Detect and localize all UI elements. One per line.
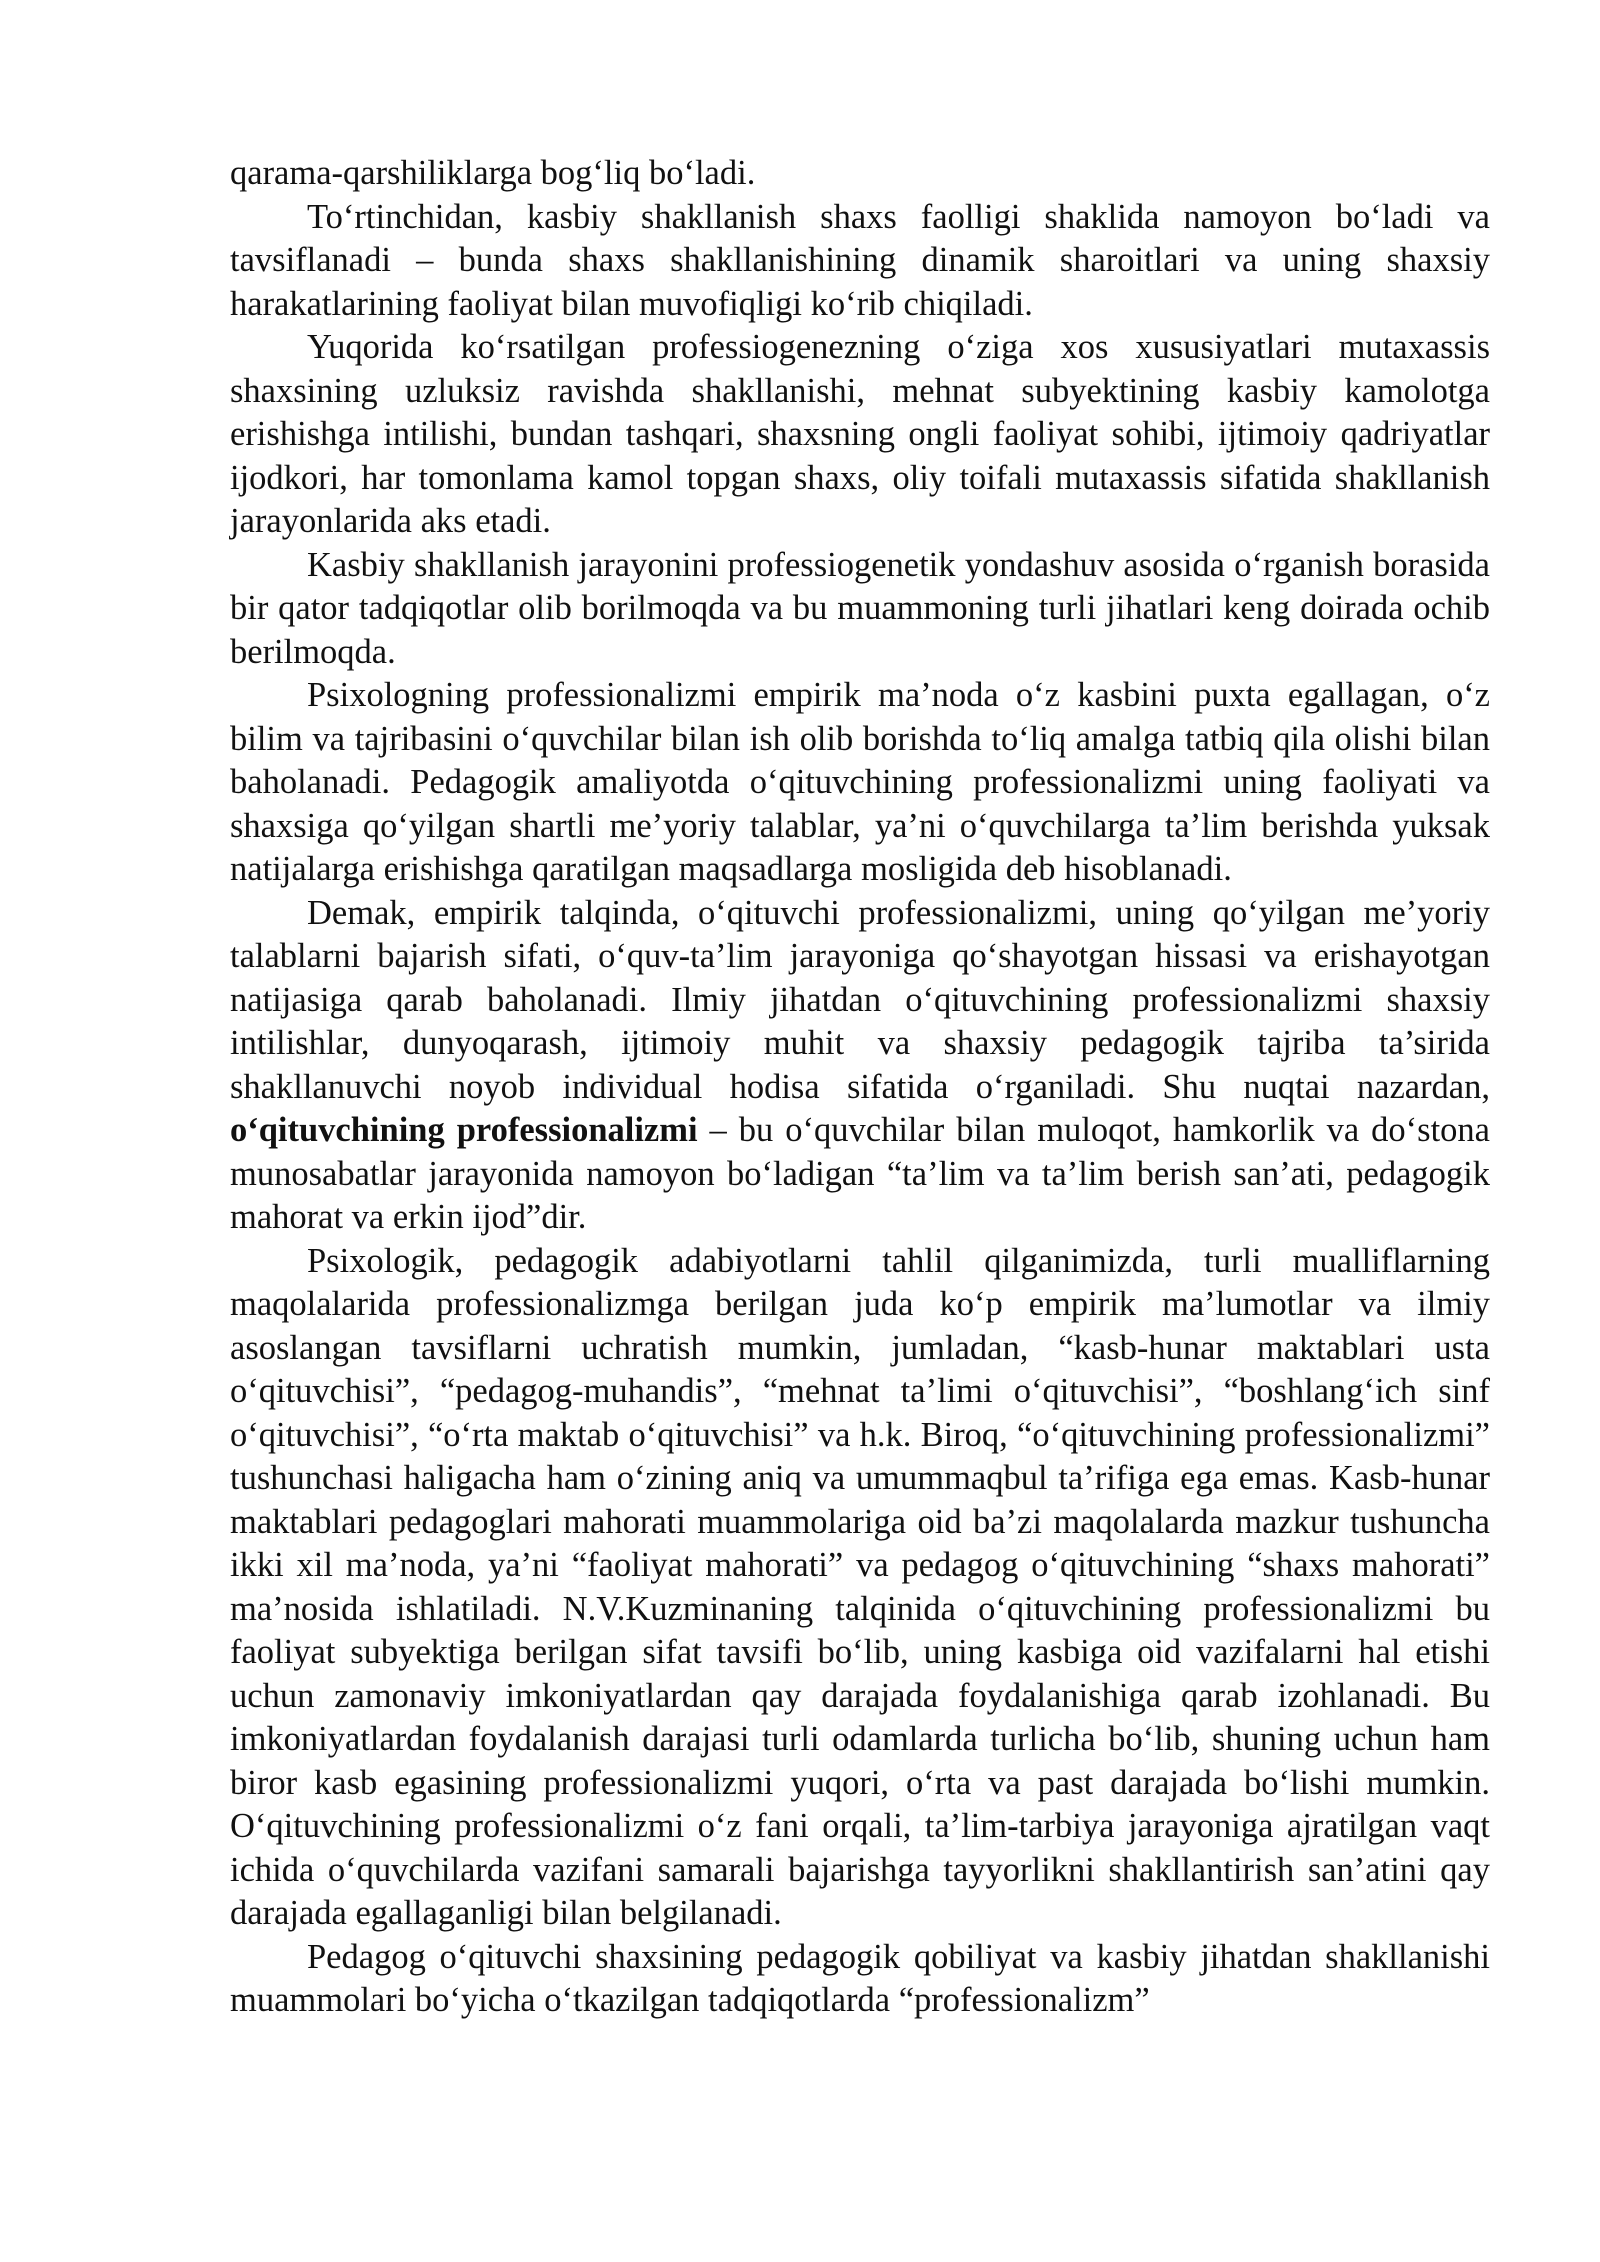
paragraph-text: Psixologning professionalizmi empirik ma’noda o‘z kasbini puxta egallagan, o‘z bilim va tajribasini o‘quvchilar bilan ish olib borishda to‘liq amalga tatbiq qila olishi bilan baholanadi. Pedagogik amaliyotda o‘qituvchining professionalizmi uning faoliyati va shaxsiga qo‘yilgan shartli me’yoriy talablar, ya’ni o‘quvchilarga ta’lim berishda yuksak natijalarga erishishga qaratilgan maqsadlarga mosligida deb hisoblanadi.: [230, 676, 1490, 888]
paragraph-text: Demak, empirik talqinda, o‘qituvchi professionalizmi, uning qo‘yilgan me’yoriy talablarni bajarish sifati, o‘quv-ta’lim jarayoniga qo‘shayotgan hissasi va erishayotgan natijasiga qarab baholanadi. Ilmiy jihatdan o‘qituvchining professionalizmi shaxsiy intilishlar, dunyoqarash, ijtimoiy muhit va shaxsiy pedagogik tajriba ta’sirida shakllanuvchi noyob individual hodisa sifatida o‘rganiladi. Shu nuqtai nazardan,: [230, 893, 1490, 1106]
paragraph-text: To‘rtinchidan, kasbiy shakllanish shaxs faolligi shaklida namoyon bo‘ladi va tavsiflanadi – bunda shaxs shakllanishining dinamik sharoitlari va uning shaxsiy harakatlarining faoliyat bilan muvofiqligi ko‘rib chiqiladi.: [230, 197, 1490, 323]
paragraph-text: Yuqorida ko‘rsatilgan professiogenezning o‘ziga xos xususiyatlari mutaxassis shaxsining uzluksiz ravishda shakllanishi, mehnat subyektining kasbiy kamolotga erishishga intilishi, bundan tashqari, shaxsning ongli faoliyat sohibi, ijtimoiy qadriyatlar ijodkori, har tomonlama kamol topgan shaxs, oliy toifali mutaxassis sifatida shakllanish jarayonlarida aks etadi.: [230, 328, 1490, 540]
paragraph: [230, 892, 1490, 1240]
paragraph-text: Psixologik, pedagogik adabiyotlarni tahlil qilganimizda, turli mualliflarning maqolalarida professionalizmga berilgan juda ko‘p empirik ma’lumotlar va ilmiy asoslangan tavsiflarni uchratish mumkin, jumladan, “kasb-hunar maktablari usta o‘qituvchisi”, “pedagog-muhandis”, “mehnat ta’limi o‘qituvchisi”, “boshlang‘ich sinf o‘qituvchisi”, “o‘rta maktab o‘qituvchisi” va h.k. Biroq, “o‘qituvchining professionalizmi” tushunchasi haligacha ham o‘zining aniq va umummaqbul ta’rifiga ega emas. Kasb-hunar maktablari pedagoglari mahorati muammolariga oid ba’zi maqolalarda mazkur tushuncha ikki xil ma’noda, ya’ni “faoliyat mahorati” va pedagog o‘qituvchining “shaxs mahorati” ma’nosida ishlatiladi. N.V.Kuzminaning talqinida o‘qituvchining professionalizmi bu faoliyat subyektiga berilgan sifat tavsifi bo‘lib, uning kasbiga oid vazifalarni hal etishi uchun zamonaviy imkoniyatlardan qay darajada foydalanishiga qarab izohlanadi. Bu imkoniyatlardan foydalanish darajasi turli odamlarda turlicha bo‘lib, shuning uchun ham biror kasb egasining professionalizmi yuqori, o‘rta va past darajada bo‘lishi mumkin. O‘qituvchining professionalizmi o‘z fani orqali, ta’lim-tarbiya jarayoniga ajratilgan vaqt ichida o‘quvchilarda vazifani samarali bajarishga tayyorlikni shakllantirish san’atini qay darajada egallaganligi bilan belgilanadi.: [230, 1241, 1490, 1932]
paragraph-text: qarama-qarshiliklarga bog‘liq bo‘ladi.: [230, 154, 756, 192]
paragraph: [230, 544, 1490, 675]
paragraph-text: – bu o‘quvchilar bilan muloqot, hamkorlik va do‘stona munosabatlar jarayonida namoyon bo‘ladigan “ta’lim va ta’lim berish san’ati, pedagogik mahorat va erkin ijod”dir.: [230, 1111, 1490, 1236]
paragraph: [230, 196, 1490, 327]
paragraph-text: Pedagog o‘qituvchi shaxsining pedagogik qobiliyat va kasbiy jihatdan shakllanishi muammolari bo‘yicha o‘tkazilgan tadqiqotlarda “professionalizm”: [230, 1937, 1490, 2019]
paragraph: [230, 152, 1490, 196]
paragraph: [230, 674, 1490, 892]
paragraph: [230, 1936, 1490, 2023]
bold-term: o‘qituvchining professionalizmi: [230, 1111, 698, 1149]
document-page: [230, 152, 1490, 2023]
paragraph: [230, 326, 1490, 544]
paragraph-text: Kasbiy shakllanish jarayonini professiogenetik yondashuv asosida o‘rganish borasida bir qator tadqiqotlar olib borilmoqda va bu muammoning turli jihatlari keng doirada ochib berilmoqda.: [230, 545, 1490, 671]
paragraph: [230, 1240, 1490, 1936]
